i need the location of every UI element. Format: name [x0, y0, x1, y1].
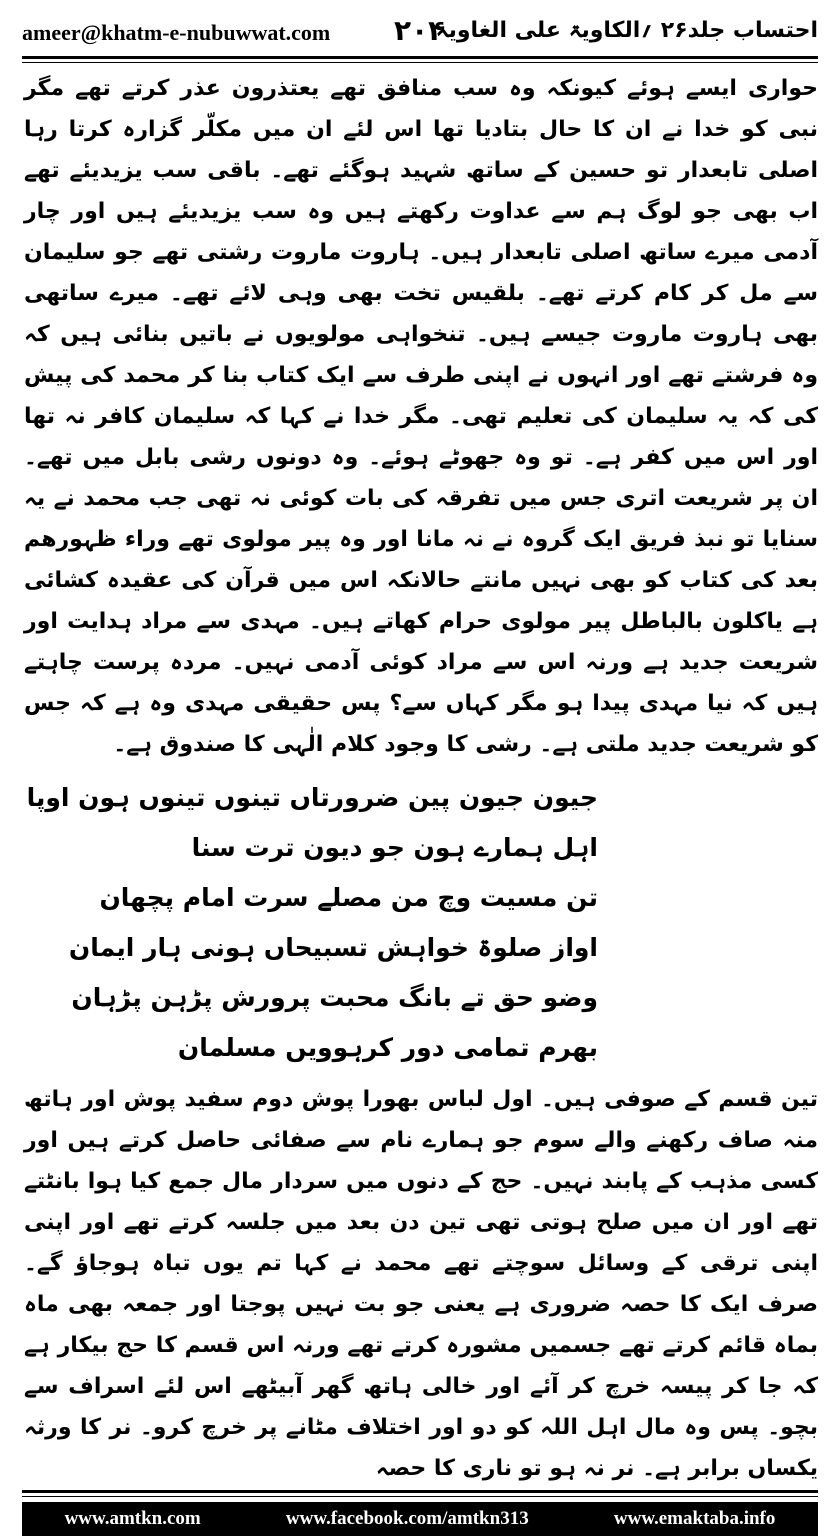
- header-rule-thin: [22, 62, 818, 63]
- footer-link-amtkn[interactable]: www.amtkn.com: [64, 1508, 201, 1529]
- poem-line: اہل ہمارے ہون جو دیون ترت سنا: [191, 833, 598, 862]
- poem-line: وضو حق تے بانگ محبت پرورش پڑہن پڑہان: [71, 983, 598, 1012]
- book-title: احتساب جلد۲۶ ؍الکاویۃ علی الغاویہ: [435, 18, 818, 43]
- poem-line: تن مسیت وچ من مصلے سرت امام پچھان: [99, 883, 598, 912]
- paragraph: حواری ایسے ہوئے کیونکہ وہ سب منافق تھے یعتذرون عذر کرتے تھے مگر نبی کو خدا نے ان کا حال بتادیا تھا اس لئے ان میں مکلّر گزارہ کرتا رہا اصلی تابعدار تو حسین کے ساتھ شہید ہوگئے تھے۔ باقی سب یزیدیئے تھے اب بھی جو لوگ ہم سے عداوت رکھتے ہیں وہ سب یزیدیئے ہیں اور چار آدمی میرے ساتھ اصلی تابعدار ہیں۔ ہاروت ماروت رشتی تھے جو سلیمان سے مل کر کام کرتے تھے۔ بلقیس تخت بھی وہی لائے تھے۔ میرے ساتھی بھی ہاروت ماروت جیسے ہیں۔ تنخواہی مولویوں نے باتیں بنائی ہیں کہ وہ فرشتے تھے اور انہوں نے اپنی طرف سے ایک کتاب بنا کر محمد کی پیش کی کہ یہ سلیمان کی تعلیم تھی۔ مگر خدا نے کہا کہ سلیمان کافر نہ تھا اور اس میں کفر ہے۔ تو وہ جھوٹے ہوئے۔ وہ دونوں رشی بابل میں تھے۔ ان پر شریعت اتری جس میں تفرقہ کی بات کوئی نہ تھی جب محمد نے یہ سنایا تو نبذ فریق ایک گروہ نے نہ مانا اور وہ پیر مولوی تھے وراء ظہورھم بعد کی کتاب کو بھی نہیں مانتے حالانکہ اس میں قرآن کی عقیدہ کشائی ہے یاکلون بالباطل پیر مولوی حرام کھاتے ہیں۔ مہدی سے مراد ہدایت اور شریعت جدید ہے ورنہ اس سے مراد کوئی آدمی نہیں۔ مردہ پرست چاہتے ہیں کہ نیا مہدی پیدا ہو مگر کہاں سے؟ پس حقیقی مہدی وہ ہے کہ جس کو شریعت جدید ملتی ہے۔ رشی کا وجود کلام الٰہی کا صندوق ہے۔: [24, 76, 818, 757]
- footer-link-facebook[interactable]: www.facebook.com/amtkn313: [285, 1508, 529, 1529]
- page-body: [24, 68, 818, 1489]
- prose-block-1: [24, 68, 818, 765]
- page-number: ۲۰۴: [394, 14, 446, 47]
- footer-rule-thin: [22, 1496, 818, 1497]
- page-footer: [22, 1502, 818, 1536]
- footer-link-emaktaba[interactable]: www.emaktaba.info: [613, 1508, 776, 1529]
- header-rule-thick: [22, 56, 818, 59]
- poem-line: بھرم تمامی دور کرہوویں مسلمان: [177, 1033, 598, 1062]
- poem-line: اواز صلوۃ خواہش تسبیحاں ہونی ہار ایمان: [68, 933, 598, 962]
- poem-block: [24, 773, 818, 1073]
- paragraph: تین قسم کے صوفی ہیں۔ اول لباس بھورا پوش دوم سفید پوش اور ہاتھ منہ صاف رکھنے والے سوم جو ہمارے نام سے صفائی حاصل کرتے ہیں اور کسی مذہب کے پابند نہیں۔ حج کے دنوں میں سردار مال جمع کیا ہوا بانٹتے تھے اور ان میں صلح ہوتی تھی تین دن بعد میں جلسہ کرتے تھے اور اپنی اپنی ترقی کے وسائل سوچتے تھے محمد نے کہا تم یوں تباہ ہوجاؤ گے۔ صرف ایک کا حصہ ضروری ہے یعنی جو بت نہیں پوجتا اور جمعہ بھی ماہ بماہ قائم کرتے تھے جسمیں مشورہ کرتے تھے ورنہ اس قسم کا حج بیکار ہے کہ جا کر پیسہ خرچ کر آئے اور خالی ہاتھ گھر آبیٹھے اس لئے اسراف سے بچو۔ پس وہ مال اہل اللہ کو دو اور اختلاف مٹانے پر خرچ کرو۔ نر کا ورثہ یکساں برابر ہے۔ نر نہ ہو تو ناری کا حصہ: [24, 1087, 818, 1481]
- poem-line: جیون جیون پین ضرورتاں تینوں تینوں ہون اوپا: [26, 783, 598, 812]
- footer-rule-thick: [22, 1490, 818, 1493]
- header-email: ameer@khatm-e-nubuwwat.com: [22, 20, 331, 45]
- prose-block-2: [24, 1079, 818, 1489]
- page-header: [22, 12, 818, 56]
